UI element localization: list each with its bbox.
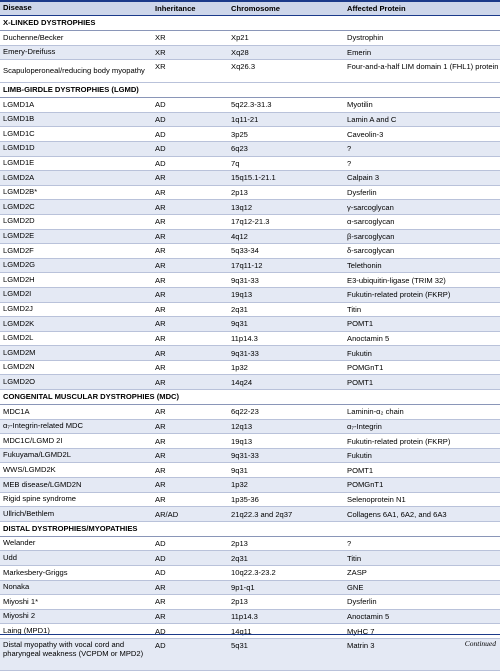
table-row xyxy=(0,493,500,508)
disease-cell: Duchenne/Becker xyxy=(3,32,64,42)
table-row xyxy=(0,288,500,303)
inheritance-cell: AR/AD xyxy=(155,509,179,519)
section-heading-distal xyxy=(0,522,500,537)
chromosome-cell: 1p32 xyxy=(231,480,248,490)
header-disease: Disease xyxy=(3,3,32,13)
disease-cell: LGMD2O xyxy=(3,376,36,386)
chromosome-cell: 17q11-12 xyxy=(231,261,263,271)
protein-cell: Anoctamin 5 xyxy=(347,333,390,343)
table-row xyxy=(0,244,500,259)
disease-cell: Laing (MPD1) xyxy=(3,625,50,635)
protein-cell: POMT1 xyxy=(347,465,374,475)
chromosome-cell: Xq28 xyxy=(231,47,249,57)
chromosome-cell: 5q22.3-31.3 xyxy=(231,100,272,110)
inheritance-cell: AR xyxy=(155,363,166,373)
chromosome-cell: 9q31-33 xyxy=(231,275,259,285)
chromosome-cell: 2p13 xyxy=(231,188,248,198)
inheritance-cell: AD xyxy=(155,158,166,168)
protein-cell: Caveolin-3 xyxy=(347,129,384,139)
disease-cell: LGMD2N xyxy=(3,362,35,372)
chromosome-cell: 11p14.3 xyxy=(231,333,258,343)
disease-cell: LGMD1E xyxy=(3,158,35,168)
table-row xyxy=(0,346,500,361)
table-row xyxy=(0,478,500,493)
protein-cell: δ-sarcoglycan xyxy=(347,246,395,256)
protein-cell: E3-ubiquitin-ligase (TRIM 32) xyxy=(347,275,446,285)
inheritance-cell: AD xyxy=(155,626,166,636)
chromosome-cell: 11p14.3 xyxy=(231,612,258,622)
section-title: LIMB-GIRDLE DYSTROPHIES (LGMD) xyxy=(3,84,139,94)
inheritance-cell: AR xyxy=(155,582,166,592)
chromosome-cell: 19q13 xyxy=(231,436,253,446)
table-row xyxy=(0,507,500,522)
x-linked-group xyxy=(0,31,500,83)
disease-cell: LGMD2I xyxy=(3,289,32,299)
table-row xyxy=(0,332,500,347)
disease-cell: Nonaka xyxy=(3,582,30,592)
protein-cell: POMT1 xyxy=(347,319,374,329)
chromosome-cell: Xp21 xyxy=(231,33,249,43)
table-row xyxy=(0,581,500,596)
inheritance-cell: AD xyxy=(155,100,166,110)
chromosome-cell: 6q23 xyxy=(231,144,248,154)
chromosome-cell: 4q12 xyxy=(231,231,248,241)
table-row xyxy=(0,420,500,435)
protein-cell: γ-sarcoglycan xyxy=(347,202,394,212)
section-heading-mdc xyxy=(0,390,500,405)
inheritance-cell: AR xyxy=(155,421,166,431)
protein-cell: Telethonin xyxy=(347,261,382,271)
chromosome-cell: 2q31 xyxy=(231,553,248,563)
chromosome-cell: 17q12-21.3 xyxy=(231,217,270,227)
table-header xyxy=(0,2,500,16)
table-row xyxy=(0,449,500,464)
chromosome-cell: 9q31-33 xyxy=(231,348,259,358)
table-row xyxy=(0,595,500,610)
chromosome-cell: 2p13 xyxy=(231,539,248,549)
protein-cell: Myotilin xyxy=(347,100,373,110)
table-row xyxy=(0,259,500,274)
inheritance-cell: AR xyxy=(155,451,166,461)
inheritance-cell: AD xyxy=(155,115,166,125)
inheritance-cell: AR xyxy=(155,173,166,183)
disease-cell: Fukuyama/LGMD2L xyxy=(3,450,71,460)
continued-label: Continued xyxy=(464,639,496,648)
disease-cell: Distal myopathy with vocal cord and pharyngeal weakness (VCPDM or MPD2) xyxy=(3,639,144,658)
inheritance-cell: AR xyxy=(155,377,166,387)
protein-cell: Laminin-α₂ chain xyxy=(347,407,404,417)
protein-cell: Lamin A and C xyxy=(347,115,397,125)
chromosome-cell: 9q31-33 xyxy=(231,451,259,461)
disease-cell: Markesbery-Griggs xyxy=(3,567,68,577)
disease-cell: Miyoshi 1* xyxy=(3,596,39,606)
disease-cell: LGMD1A xyxy=(3,99,35,109)
protein-cell: POMGnT1 xyxy=(347,480,384,490)
chromosome-cell: 1p35-36 xyxy=(231,494,259,504)
inheritance-cell: AR xyxy=(155,348,166,358)
inheritance-cell: AR xyxy=(155,275,166,285)
inheritance-cell: XR xyxy=(155,47,166,57)
chromosome-cell: 13q12 xyxy=(231,202,253,212)
inheritance-cell: AD xyxy=(155,640,166,650)
table-row xyxy=(0,273,500,288)
table-row xyxy=(0,434,500,449)
table-row xyxy=(0,566,500,581)
inheritance-cell: AR xyxy=(155,480,166,490)
table-row xyxy=(0,230,500,245)
protein-cell: Dysferlin xyxy=(347,188,377,198)
table-row xyxy=(0,361,500,376)
protein-cell: ? xyxy=(347,539,352,549)
disease-cell: LGMD2G xyxy=(3,260,36,270)
disease-cell: Miyoshi 2 xyxy=(3,611,36,621)
chromosome-cell: 14q24 xyxy=(231,377,253,387)
disease-cell: LGMD2K xyxy=(3,318,35,328)
chromosome-cell: 3p25 xyxy=(231,129,248,139)
inheritance-cell: AR xyxy=(155,319,166,329)
inheritance-cell: AR xyxy=(155,436,166,446)
protein-cell: Selenoprotein N1 xyxy=(347,494,406,504)
protein-cell: Fukutin-related protein (FKRP) xyxy=(347,290,451,300)
inheritance-cell: AR xyxy=(155,597,166,607)
chromosome-cell: 9q31 xyxy=(231,319,248,329)
chromosome-cell: 2q31 xyxy=(231,304,248,314)
inheritance-cell: AR xyxy=(155,217,166,227)
disease-cell: MDC1C/LGMD 2I xyxy=(3,435,63,445)
protein-cell: POMGnT1 xyxy=(347,363,384,373)
protein-cell: POMT1 xyxy=(347,377,374,387)
inheritance-cell: XR xyxy=(155,33,166,43)
disease-cell: Scapuloperoneal/reducing body myopathy xyxy=(3,65,145,75)
inheritance-cell: AR xyxy=(155,246,166,256)
disease-cell: LGMD2A xyxy=(3,172,35,182)
inheritance-cell: AR xyxy=(155,612,166,622)
protein-cell: Collagens 6A1, 6A2, and 6A3 xyxy=(347,509,447,519)
protein-cell: Fukutin-related protein (FKRP) xyxy=(347,436,451,446)
table-row xyxy=(0,186,500,201)
disease-cell: Emery-Dreifuss xyxy=(3,47,56,57)
disease-cell: Udd xyxy=(3,552,17,562)
chromosome-cell: 14q11 xyxy=(231,626,252,636)
inheritance-cell: AR xyxy=(155,304,166,314)
chromosome-cell: 12q13 xyxy=(231,421,253,431)
inheritance-cell: AD xyxy=(155,144,166,154)
chromosome-cell: 15q15.1-21.1 xyxy=(231,173,276,183)
section-title: CONGENITAL MUSCULAR DYSTROPHIES (MDC) xyxy=(3,391,180,401)
protein-cell: Titin xyxy=(347,304,362,314)
chromosome-cell: 21q22.3 and 2q37 xyxy=(231,509,293,519)
disease-cell: Welander xyxy=(3,538,36,548)
inheritance-cell: AR xyxy=(155,261,166,271)
protein-cell: Fukutin xyxy=(347,348,372,358)
section-title: X-LINKED DYSTROPHIES xyxy=(3,17,96,27)
table-row xyxy=(0,463,500,478)
disease-cell: LGMD2E xyxy=(3,231,35,241)
table-row xyxy=(0,317,500,332)
disease-cell: LGMD2H xyxy=(3,274,35,284)
disease-cell: Ullrich/Bethlem xyxy=(3,508,55,518)
disease-cell: LGMD2C xyxy=(3,201,35,211)
protein-cell: Calpain 3 xyxy=(347,173,380,183)
disease-cell: LGMD1B xyxy=(3,114,35,124)
section-title: DISTAL DYSTROPHIES/MYOPATHIES xyxy=(3,523,138,533)
chromosome-cell: 6q22-23 xyxy=(231,407,259,417)
chromosome-cell: 9p1-q1 xyxy=(231,582,255,592)
chromosome-cell: 1q11-21 xyxy=(231,115,259,125)
inheritance-cell: AR xyxy=(155,407,166,417)
mdc-group xyxy=(0,405,500,522)
header-protein: Affected Protein xyxy=(347,4,406,13)
disease-cell: LGMD2J xyxy=(3,304,33,313)
inheritance-cell: AD xyxy=(155,539,166,549)
table-row xyxy=(0,127,500,142)
chromosome-cell: 9q31 xyxy=(231,465,248,475)
protein-cell: α-sarcoglycan xyxy=(347,217,395,227)
disease-cell: MDC1A xyxy=(3,406,30,416)
disease-cell: LGMD1C xyxy=(3,128,35,138)
protein-cell: Dystrophin xyxy=(347,33,384,43)
inheritance-cell: AD xyxy=(155,568,166,578)
inheritance-cell: AR xyxy=(155,188,166,198)
protein-cell: ZASP xyxy=(347,568,367,578)
protein-cell: Emerin xyxy=(347,47,372,57)
inheritance-cell: AR xyxy=(155,494,166,504)
protein-cell: ? xyxy=(347,144,352,154)
inheritance-cell: AR xyxy=(155,202,166,212)
chromosome-cell: 1p32 xyxy=(231,363,248,373)
table-row xyxy=(0,157,500,172)
protein-cell: ? xyxy=(347,158,352,168)
chromosome-cell: 7q xyxy=(231,158,240,168)
protein-cell: Dysferlin xyxy=(347,597,377,607)
table-row xyxy=(0,303,500,318)
protein-cell: MyHC 7 xyxy=(347,626,375,636)
inheritance-cell: AD xyxy=(155,129,166,139)
chromosome-cell: 10q22.3-23.2 xyxy=(231,568,276,578)
disease-cell: LGMD2B* xyxy=(3,187,38,197)
chromosome-cell: 2p13 xyxy=(231,597,248,607)
disease-cell: LGMD2F xyxy=(3,245,34,255)
section-heading-x-linked xyxy=(0,16,500,31)
table-row xyxy=(0,171,500,186)
table-footer xyxy=(0,634,500,651)
table-row xyxy=(0,31,500,46)
lgmd-group xyxy=(0,98,500,390)
protein-cell: Matrin 3 xyxy=(347,640,375,650)
disease-cell: MEB disease/LGMD2N xyxy=(3,479,82,489)
protein-cell: GNE xyxy=(347,582,364,592)
disease-cell: LGMD2M xyxy=(3,347,36,357)
chromosome-cell: 19q13 xyxy=(231,290,253,300)
chromosome-cell: 5q33-34 xyxy=(231,246,259,256)
table-row xyxy=(0,46,500,61)
table-row xyxy=(0,537,500,552)
disease-cell: LGMD2L xyxy=(3,333,34,343)
table-row xyxy=(0,375,500,390)
table-row xyxy=(0,142,500,157)
inheritance-cell: AR xyxy=(155,290,166,300)
protein-cell: Titin xyxy=(347,553,362,563)
inheritance-cell: AR xyxy=(155,231,166,241)
disease-cell: α₇-Integrin-related MDC xyxy=(3,421,84,431)
disease-cell: LGMD2D xyxy=(3,216,35,226)
protein-cell: Anoctamin 5 xyxy=(347,612,390,622)
table-row xyxy=(0,610,500,625)
inheritance-cell: AR xyxy=(155,465,166,475)
inheritance-cell: XR xyxy=(155,62,166,72)
table-row xyxy=(0,551,500,566)
table-row xyxy=(0,113,500,128)
chromosome-cell: 5q31 xyxy=(231,640,248,650)
protein-cell: α₇-Integrin xyxy=(347,421,382,431)
disease-cell: Rigid spine syndrome xyxy=(3,494,77,504)
chromosome-cell: Xq26.3 xyxy=(231,62,256,72)
protein-cell: Four-and-a-half LIM domain 1 (FHL1) protein xyxy=(347,62,499,72)
protein-cell: β-sarcoglycan xyxy=(347,231,395,241)
table-row xyxy=(0,200,500,215)
table-row xyxy=(0,405,500,420)
table-row xyxy=(0,60,500,83)
table-row xyxy=(0,215,500,230)
table-row xyxy=(0,98,500,113)
disease-cell: WWS/LGMD2K xyxy=(3,464,56,474)
disease-cell: LGMD1D xyxy=(3,143,35,153)
section-heading-lgmd xyxy=(0,83,500,98)
protein-cell: Fukutin xyxy=(347,451,372,461)
header-chromosome: Chromosome xyxy=(231,4,280,13)
inheritance-cell: AR xyxy=(155,333,166,343)
header-inheritance: Inheritance xyxy=(155,4,196,13)
inheritance-cell: AD xyxy=(155,553,166,563)
